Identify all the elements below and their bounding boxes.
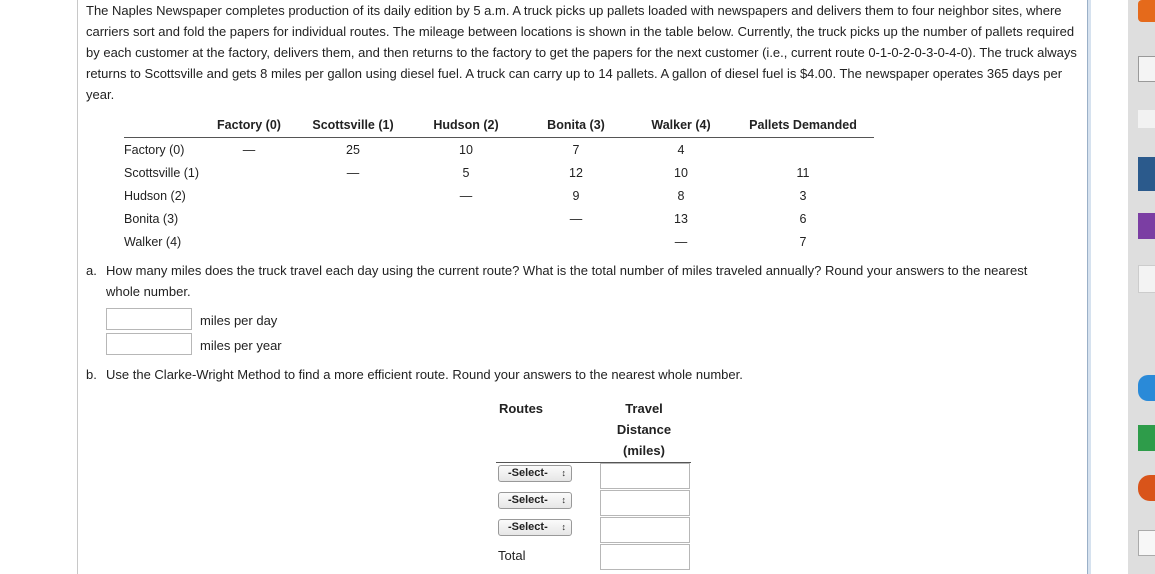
table-cell: [296, 207, 410, 230]
problem-statement: The Naples Newspaper completes production of its daily edition by 5 a.m. A truck picks up pallets loaded with newspapers and delivers them to four neighbor sites, where carriers sort and fold the papers for individual routes. The mileage between locations is shown in the table below. Currently, the truck picks up the number of pallets required by each customer at the factory, delivers them, and then returns to the factory to get the papers for the next customer (i.e., current route 0-1-0-2-0-3-0-4-0). The truck always returns to Scottsville and gets 8 miles per gallon using diesel fuel. A truck can carry up to 14 pallets. A gallon of diesel fuel is $4.00. The newspaper operates 365 days per year.: [86, 3, 1077, 102]
table-cell: 6: [799, 211, 807, 226]
select-arrows-icon: ↕: [561, 522, 566, 532]
panel-border: [1088, 0, 1091, 574]
table-cell: —: [569, 211, 583, 226]
table-cell: [202, 207, 296, 230]
col-header: Walker (4): [630, 117, 732, 138]
col-header: Bonita (3): [522, 117, 630, 138]
table-row: [124, 207, 874, 230]
total-distance-input[interactable]: [600, 544, 690, 570]
table-cell: [296, 230, 410, 253]
table-cell: 11: [796, 165, 810, 180]
table-row: [124, 230, 874, 253]
row-label: Factory (0): [124, 142, 185, 157]
app-icon[interactable]: [1138, 110, 1155, 128]
dock-strip: [1128, 0, 1155, 574]
part-a-label: a.: [86, 263, 97, 278]
app-icon[interactable]: [1138, 56, 1155, 82]
table-row: [124, 184, 874, 207]
app-icon[interactable]: [1138, 425, 1155, 451]
row-label: Walker (4): [124, 234, 182, 249]
row-label: Hudson (2): [124, 188, 186, 203]
table-row: [124, 161, 874, 184]
table-cell: 12: [569, 165, 583, 180]
table-cell: [202, 230, 296, 253]
route-select-label: -Select-: [508, 467, 548, 479]
table-cell: —: [242, 142, 256, 157]
app-icon[interactable]: [1138, 475, 1155, 501]
table-corner: [124, 117, 202, 138]
table-cell: 13: [674, 211, 688, 226]
table-cell: 10: [459, 142, 473, 157]
table-cell: [296, 184, 410, 207]
table-cell: 8: [677, 188, 685, 203]
table-cell: —: [346, 165, 360, 180]
part-b-question: Use the Clarke-Wright Method to find a more efficient route. Round your answers to the nearest whole number.: [106, 367, 743, 382]
app-icon[interactable]: [1138, 0, 1155, 22]
table-cell: [522, 230, 630, 253]
miles-per-year-input[interactable]: [106, 333, 192, 355]
app-icon[interactable]: [1138, 157, 1155, 191]
select-arrows-icon: ↕: [561, 495, 566, 505]
row-label: Scottsville (1): [124, 165, 200, 180]
part-a-question: How many miles does the truck travel each day using the current route? What is the total number of miles traveled annually? Round your answers to the nearest whole number.: [106, 263, 1028, 299]
route-select-label: -Select-: [508, 521, 548, 533]
app-icon[interactable]: [1138, 375, 1155, 401]
route-select-label: -Select-: [508, 494, 548, 506]
miles-per-day-input[interactable]: [106, 308, 192, 330]
table-cell: 9: [572, 188, 580, 203]
total-label: Total: [498, 548, 526, 563]
table-cell: [732, 138, 874, 162]
part-b-label: b.: [86, 367, 97, 382]
table-cell: [202, 161, 296, 184]
table-cell: 5: [462, 165, 470, 180]
miles-per-day-unit: miles per day: [200, 313, 278, 328]
travel-distance-header-line: Travel: [625, 401, 663, 416]
table-cell: 3: [799, 188, 807, 203]
route-select[interactable]: [498, 492, 572, 509]
app-icon[interactable]: [1138, 265, 1155, 293]
app-icon[interactable]: [1138, 335, 1155, 353]
travel-distance-header-line: (miles): [623, 443, 665, 458]
table-cell: 7: [572, 142, 580, 157]
app-icon[interactable]: [1138, 213, 1155, 239]
route-select[interactable]: [498, 465, 572, 482]
table-cell: 7: [799, 234, 807, 249]
table-cell: [410, 230, 522, 253]
miles-per-year-unit: miles per year: [200, 338, 282, 353]
row-label: Bonita (3): [124, 211, 179, 226]
col-header: Hudson (2): [410, 117, 522, 138]
route-distance-input[interactable]: [600, 490, 690, 516]
routes-header: Routes: [498, 401, 544, 416]
table-row: [124, 138, 874, 162]
table-cell: 10: [674, 165, 688, 180]
table-cell: —: [459, 188, 473, 203]
table-cell: [202, 184, 296, 207]
table-cell: 4: [677, 142, 685, 157]
route-select[interactable]: [498, 519, 572, 536]
col-header: Scottsville (1): [296, 117, 410, 138]
route-distance-input[interactable]: [600, 463, 690, 489]
table-header-row: [124, 117, 874, 138]
app-icon[interactable]: [1138, 530, 1155, 556]
route-distance-input[interactable]: [600, 517, 690, 543]
col-header: Factory (0): [202, 117, 296, 138]
travel-distance-header-line: Distance: [616, 422, 672, 437]
table-cell: —: [674, 234, 688, 249]
mileage-table: [124, 117, 874, 253]
select-arrows-icon: ↕: [561, 468, 566, 478]
travel-distance-header: [604, 398, 684, 461]
col-header: Pallets Demanded: [732, 117, 874, 138]
table-cell: 25: [346, 142, 360, 157]
table-cell: [410, 207, 522, 230]
